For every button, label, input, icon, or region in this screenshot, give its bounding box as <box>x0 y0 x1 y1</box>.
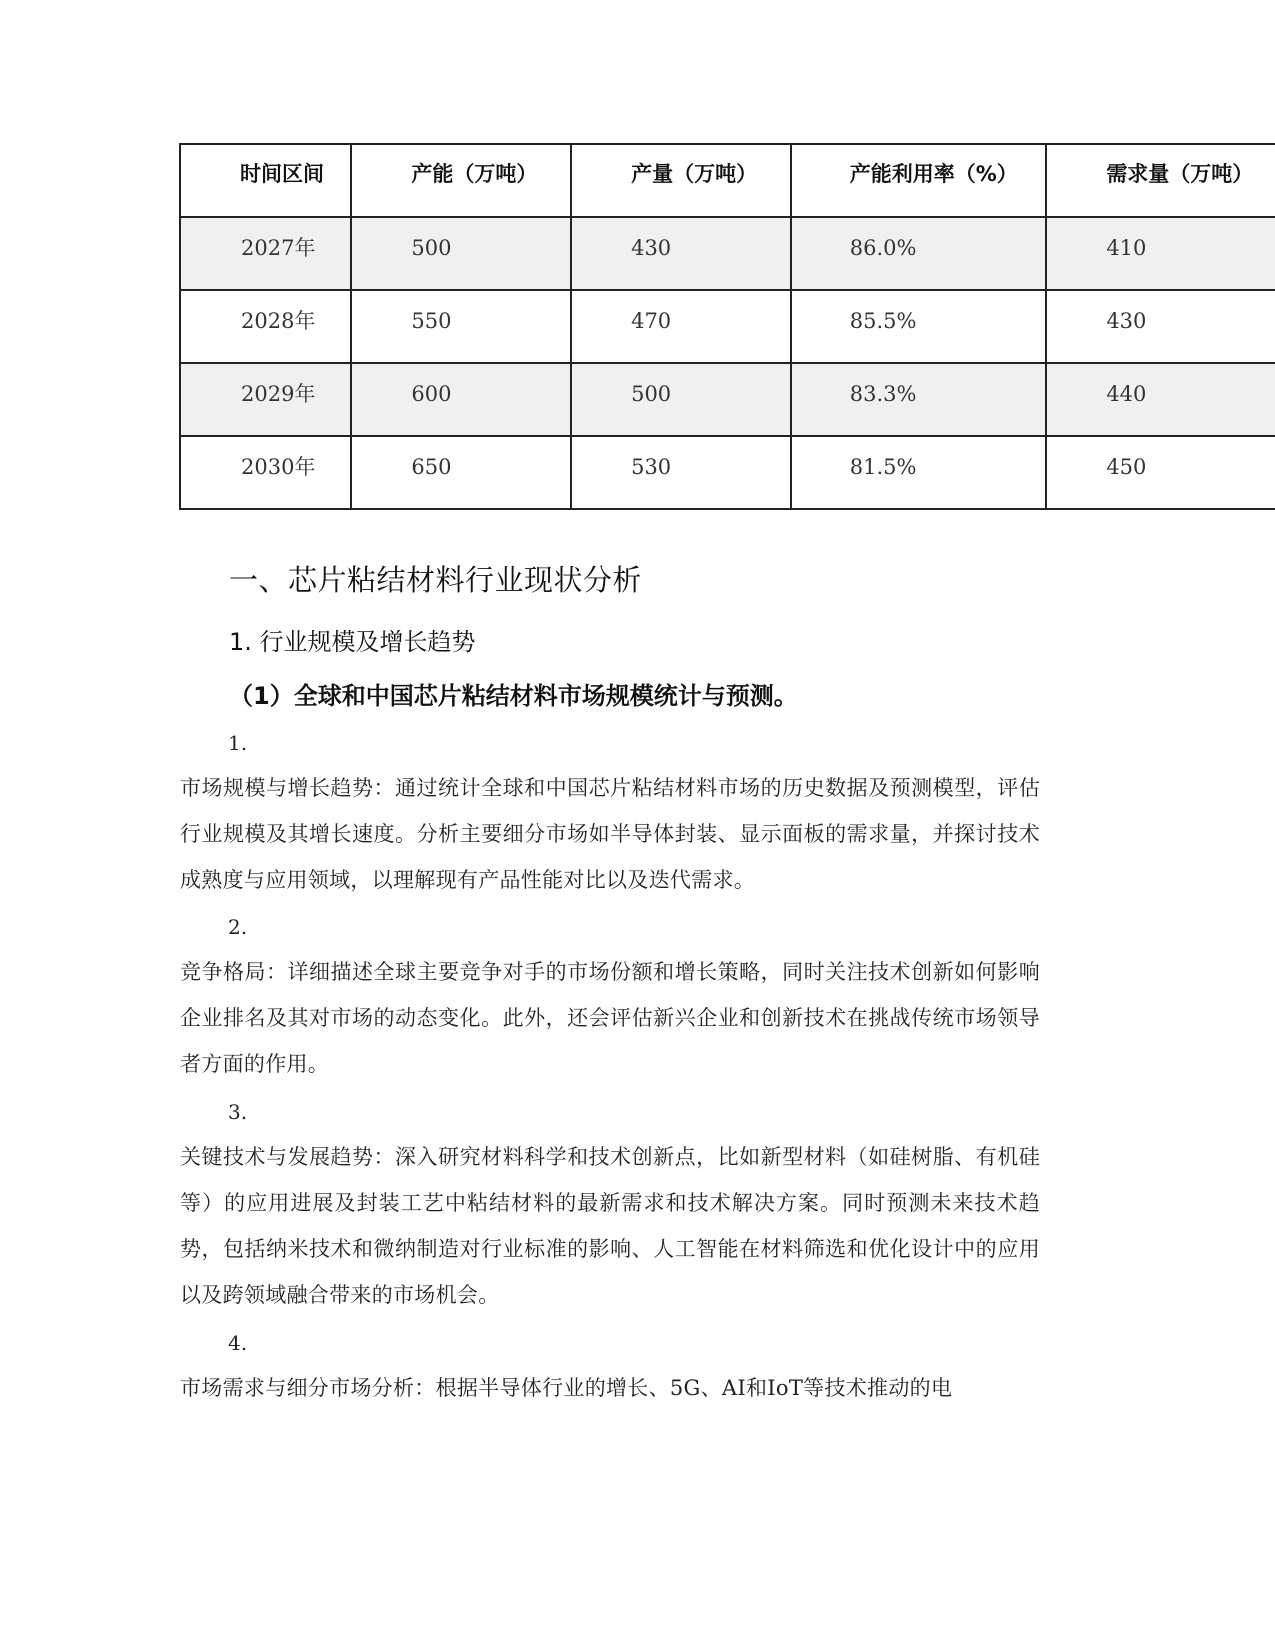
cell-demand: 440 <box>1046 363 1275 436</box>
item-number: 3. <box>228 1100 248 1124</box>
item-paragraph: 市场需求与细分市场分析：根据半导体行业的增长、5G、AI和IoT等技术推动的电 <box>180 1376 953 1400</box>
cell-utilization: 83.3% <box>791 363 1047 436</box>
item-number: 1. <box>228 731 248 755</box>
cell-capacity: 650 <box>351 436 571 509</box>
cell-year: 2029年 <box>180 363 351 436</box>
table-row <box>180 290 1275 363</box>
cell-year: 2027年 <box>180 217 351 290</box>
table-header-row <box>180 144 1275 217</box>
table-row <box>180 436 1275 509</box>
section-heading: 一、芯片粘结材料行业现状分析 <box>229 563 643 597</box>
subsection-heading: 1. 行业规模及增长趋势 <box>229 628 476 656</box>
cell-utilization: 81.5% <box>791 436 1047 509</box>
subsubsection-heading: （1）全球和中国芯片粘结材料市场规模统计与预测。 <box>229 682 798 710</box>
cell-demand: 430 <box>1046 290 1275 363</box>
cell-capacity: 500 <box>351 217 571 290</box>
header-time-range: 时间区间 <box>180 144 351 217</box>
cell-output: 500 <box>571 363 791 436</box>
cell-utilization: 85.5% <box>791 290 1047 363</box>
header-demand: 需求量（万吨） <box>1046 144 1275 217</box>
header-output: 产量（万吨） <box>571 144 791 217</box>
capacity-table <box>179 143 1275 510</box>
item-number: 2. <box>228 915 248 939</box>
cell-capacity: 550 <box>351 290 571 363</box>
cell-output: 470 <box>571 290 791 363</box>
table-row <box>180 217 1275 290</box>
table-row <box>180 363 1275 436</box>
header-capacity: 产能（万吨） <box>351 144 571 217</box>
cell-demand: 410 <box>1046 217 1275 290</box>
cell-year: 2030年 <box>180 436 351 509</box>
cell-output: 430 <box>571 217 791 290</box>
cell-capacity: 600 <box>351 363 571 436</box>
item-paragraph: 市场规模与增长趋势：通过统计全球和中国芯片粘结材料市场的历史数据及预测模型，评估行业规模及其增长速度。分析主要细分市场如半导体封装、显示面板的需求量，并探讨技术成熟度与应用领域，以理解现有产品性能对比以及迭代需求。 <box>180 776 1040 892</box>
cell-output: 530 <box>571 436 791 509</box>
header-utilization: 产能利用率（%） <box>791 144 1047 217</box>
item-number: 4. <box>228 1331 248 1355</box>
cell-year: 2028年 <box>180 290 351 363</box>
item-paragraph: 竞争格局：详细描述全球主要竞争对手的市场份额和增长策略，同时关注技术创新如何影响企业排名及其对市场的动态变化。此外，还会评估新兴企业和创新技术在挑战传统市场领导者方面的作用。 <box>180 960 1040 1076</box>
cell-utilization: 86.0% <box>791 217 1047 290</box>
item-paragraph: 关键技术与发展趋势：深入研究材料科学和技术创新点，比如新型材料（如硅树脂、有机硅等）的应用进展及封装工艺中粘结材料的最新需求和技术解决方案。同时预测未来技术趋势，包括纳米技术和微纳制造对行业标准的影响、人工智能在材料筛选和优化设计中的应用以及跨领域融合带来的市场机会。 <box>180 1145 1040 1307</box>
cell-demand: 450 <box>1046 436 1275 509</box>
